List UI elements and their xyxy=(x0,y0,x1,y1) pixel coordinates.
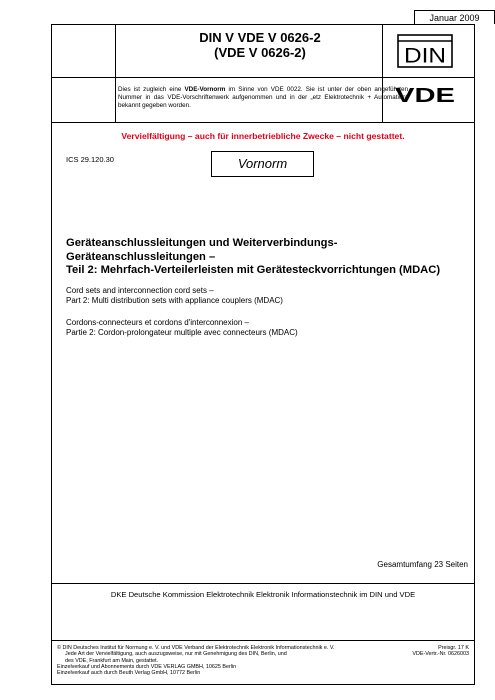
order-number: VDE-Vertr.-Nr. 0626003 xyxy=(412,651,469,658)
issue-date: Januar 2009 xyxy=(414,10,495,24)
committee-top-divider xyxy=(51,583,475,584)
ics-code: ICS 29.120.30 xyxy=(66,155,114,164)
title-german-line: Teil 2: Mehrfach-Verteilerleisten mit Gerätesteckvorrichtungen (MDAC) xyxy=(66,264,441,276)
title-french-line: Cordons-connecteurs et cordons d'interconnexion – xyxy=(66,318,249,327)
copyright-line: © DIN Deutsches Institut für Normung e. V. und VDE Verband der Elektrotechnik Elektronik Informationstechnik e. V. xyxy=(57,645,335,651)
din-logo xyxy=(397,34,453,68)
title-german xyxy=(66,237,466,278)
standard-number-block xyxy=(115,30,405,60)
standard-number-alt: (VDE V 0626-2) xyxy=(214,45,306,60)
copyright-line: Einzelverkauf auch durch Beuth Verlag GmbH, 10772 Berlin xyxy=(57,670,201,677)
title-english-line: Part 2: Multi distribution sets with appliance couplers (MDAC) xyxy=(66,296,283,305)
copyright-line: Einzelverkauf und Abonnements durch VDE VERLAG GMBH, 10625 Berlin xyxy=(57,663,237,670)
standard-number: DIN V VDE V 0626-2 xyxy=(199,30,321,45)
header-bottom-divider xyxy=(51,122,475,123)
title-french xyxy=(66,318,466,338)
vde-notice-text-cont: im Sinne von VDE 0022. Sie ist unter der oben angeführten Nummer in das VDE-Vorschriftenwerk aufgenommen und in der „etz Elektrotechnik + Automation“ bekannt gegeben worden. xyxy=(118,86,408,109)
copyright-block xyxy=(57,645,397,676)
vde-notice xyxy=(118,86,408,110)
copyright-line: Jede Art der Vervielfältigung, auch auszugsweise, nur mit Genehmigung des DIN, Berlin, und xyxy=(65,651,287,658)
title-english-line: Cord sets and interconnection cord sets – xyxy=(66,286,214,295)
reproduction-notice: Vervielfältigung – auch für innerbetriebliche Zwecke – nicht gestattet. xyxy=(121,131,405,141)
footer-divider xyxy=(51,640,475,641)
vde-notice-bold: VDE-Vornorm xyxy=(184,86,226,93)
document-type-badge: Vornorm xyxy=(211,151,314,177)
vde-logo-text: VDE xyxy=(395,85,455,107)
title-german-line: Geräteanschlussleitungen – xyxy=(66,250,216,263)
total-pages: Gesamtumfang 23 Seiten xyxy=(377,560,468,569)
copyright-line: des VDE, Frankfurt am Main, gestattet. xyxy=(65,657,159,664)
price-group: Preisgr. 17 K xyxy=(438,645,469,651)
title-german-line: Geräteanschlussleitungen und Weiterverbindungs- xyxy=(66,237,338,249)
document-frame xyxy=(51,24,475,685)
title-french-line: Partie 2: Cordon-prolongateur multiple avec connecteurs (MDAC) xyxy=(66,328,298,337)
price-block xyxy=(385,645,469,658)
title-english xyxy=(66,286,466,306)
din-logo-text: DIN xyxy=(404,44,446,68)
vde-notice-text: Dies ist zugleich eine xyxy=(118,86,185,93)
committee-line: DKE Deutsche Kommission Elektrotechnik Elektronik Informationstechnik im DIN und VDE xyxy=(110,590,416,599)
